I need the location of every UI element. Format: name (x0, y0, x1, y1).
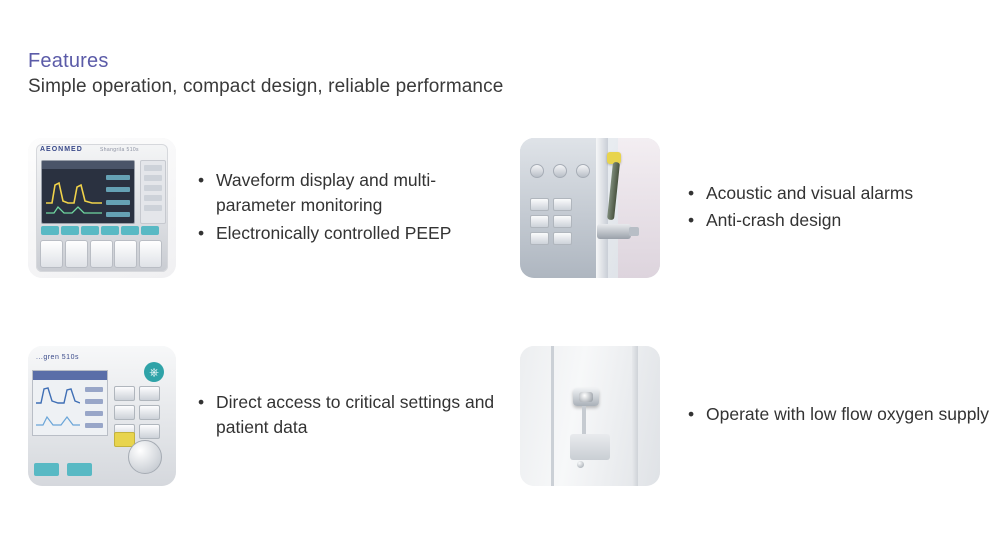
device-screen (41, 160, 135, 224)
ventilator-front-panel-photo (28, 138, 176, 278)
device-brand-label: AEONMED (40, 146, 83, 153)
rotary-knob (128, 440, 162, 474)
list-item (688, 208, 913, 233)
bullet-marker: • (198, 391, 205, 412)
bullet-text: Operate with low flow oxygen supply (706, 404, 990, 425)
list-item (688, 181, 913, 206)
ventilator-side-connector-photo (520, 138, 660, 278)
features-grid (0, 128, 1000, 544)
feature-item-1 (0, 128, 500, 288)
feature-bullets (198, 390, 500, 443)
list-item (198, 221, 500, 246)
waveform-icon (46, 173, 102, 217)
bullet-text: Acoustic and visual alarms (706, 182, 914, 203)
bullet-text: Anti-crash design (706, 210, 842, 230)
bullet-marker: • (688, 404, 695, 425)
ventilator-control-panel-photo (28, 346, 176, 486)
page-title: Features (28, 50, 109, 72)
device-soft-keys (41, 226, 159, 235)
device-main-buttons (40, 240, 162, 268)
feature-bullets (688, 402, 989, 429)
feature-item-4 (500, 336, 1000, 496)
power-icon: ⎈ (144, 362, 164, 382)
device-screen (32, 370, 108, 436)
page-subtitle: Simple operation, compact design, reliable performance (28, 76, 504, 97)
screw-icon (577, 461, 584, 468)
oxygen-inlet-connector (573, 388, 599, 406)
feature-row (0, 336, 1000, 496)
feature-row (0, 128, 1000, 288)
bullet-text: Direct access to critical settings and patient data (216, 391, 495, 437)
device-soft-keys (34, 463, 92, 476)
oxygen-inlet-port-photo (520, 346, 660, 486)
bullet-text: Electronically controlled PEEP (216, 222, 452, 243)
device-model-label: Shangrila 510s (100, 147, 139, 153)
device-model-label: ...gren 510s (36, 354, 79, 361)
device-side-readout (140, 160, 166, 224)
feature-bullets (198, 168, 500, 248)
bullet-marker: • (688, 210, 695, 230)
metal-connector (597, 224, 631, 239)
list-item (198, 390, 500, 441)
bullet-marker: • (688, 182, 695, 203)
feature-item-2 (500, 128, 1000, 288)
bullet-marker: • (198, 169, 205, 190)
feature-bullets (688, 181, 913, 236)
bullet-text: Waveform display and multi-parameter monitoring (216, 169, 437, 216)
waveform-icon (36, 383, 80, 431)
list-item (198, 168, 500, 219)
feature-item-3 (0, 336, 500, 496)
bullet-marker: • (198, 222, 205, 243)
list-item (688, 402, 989, 427)
